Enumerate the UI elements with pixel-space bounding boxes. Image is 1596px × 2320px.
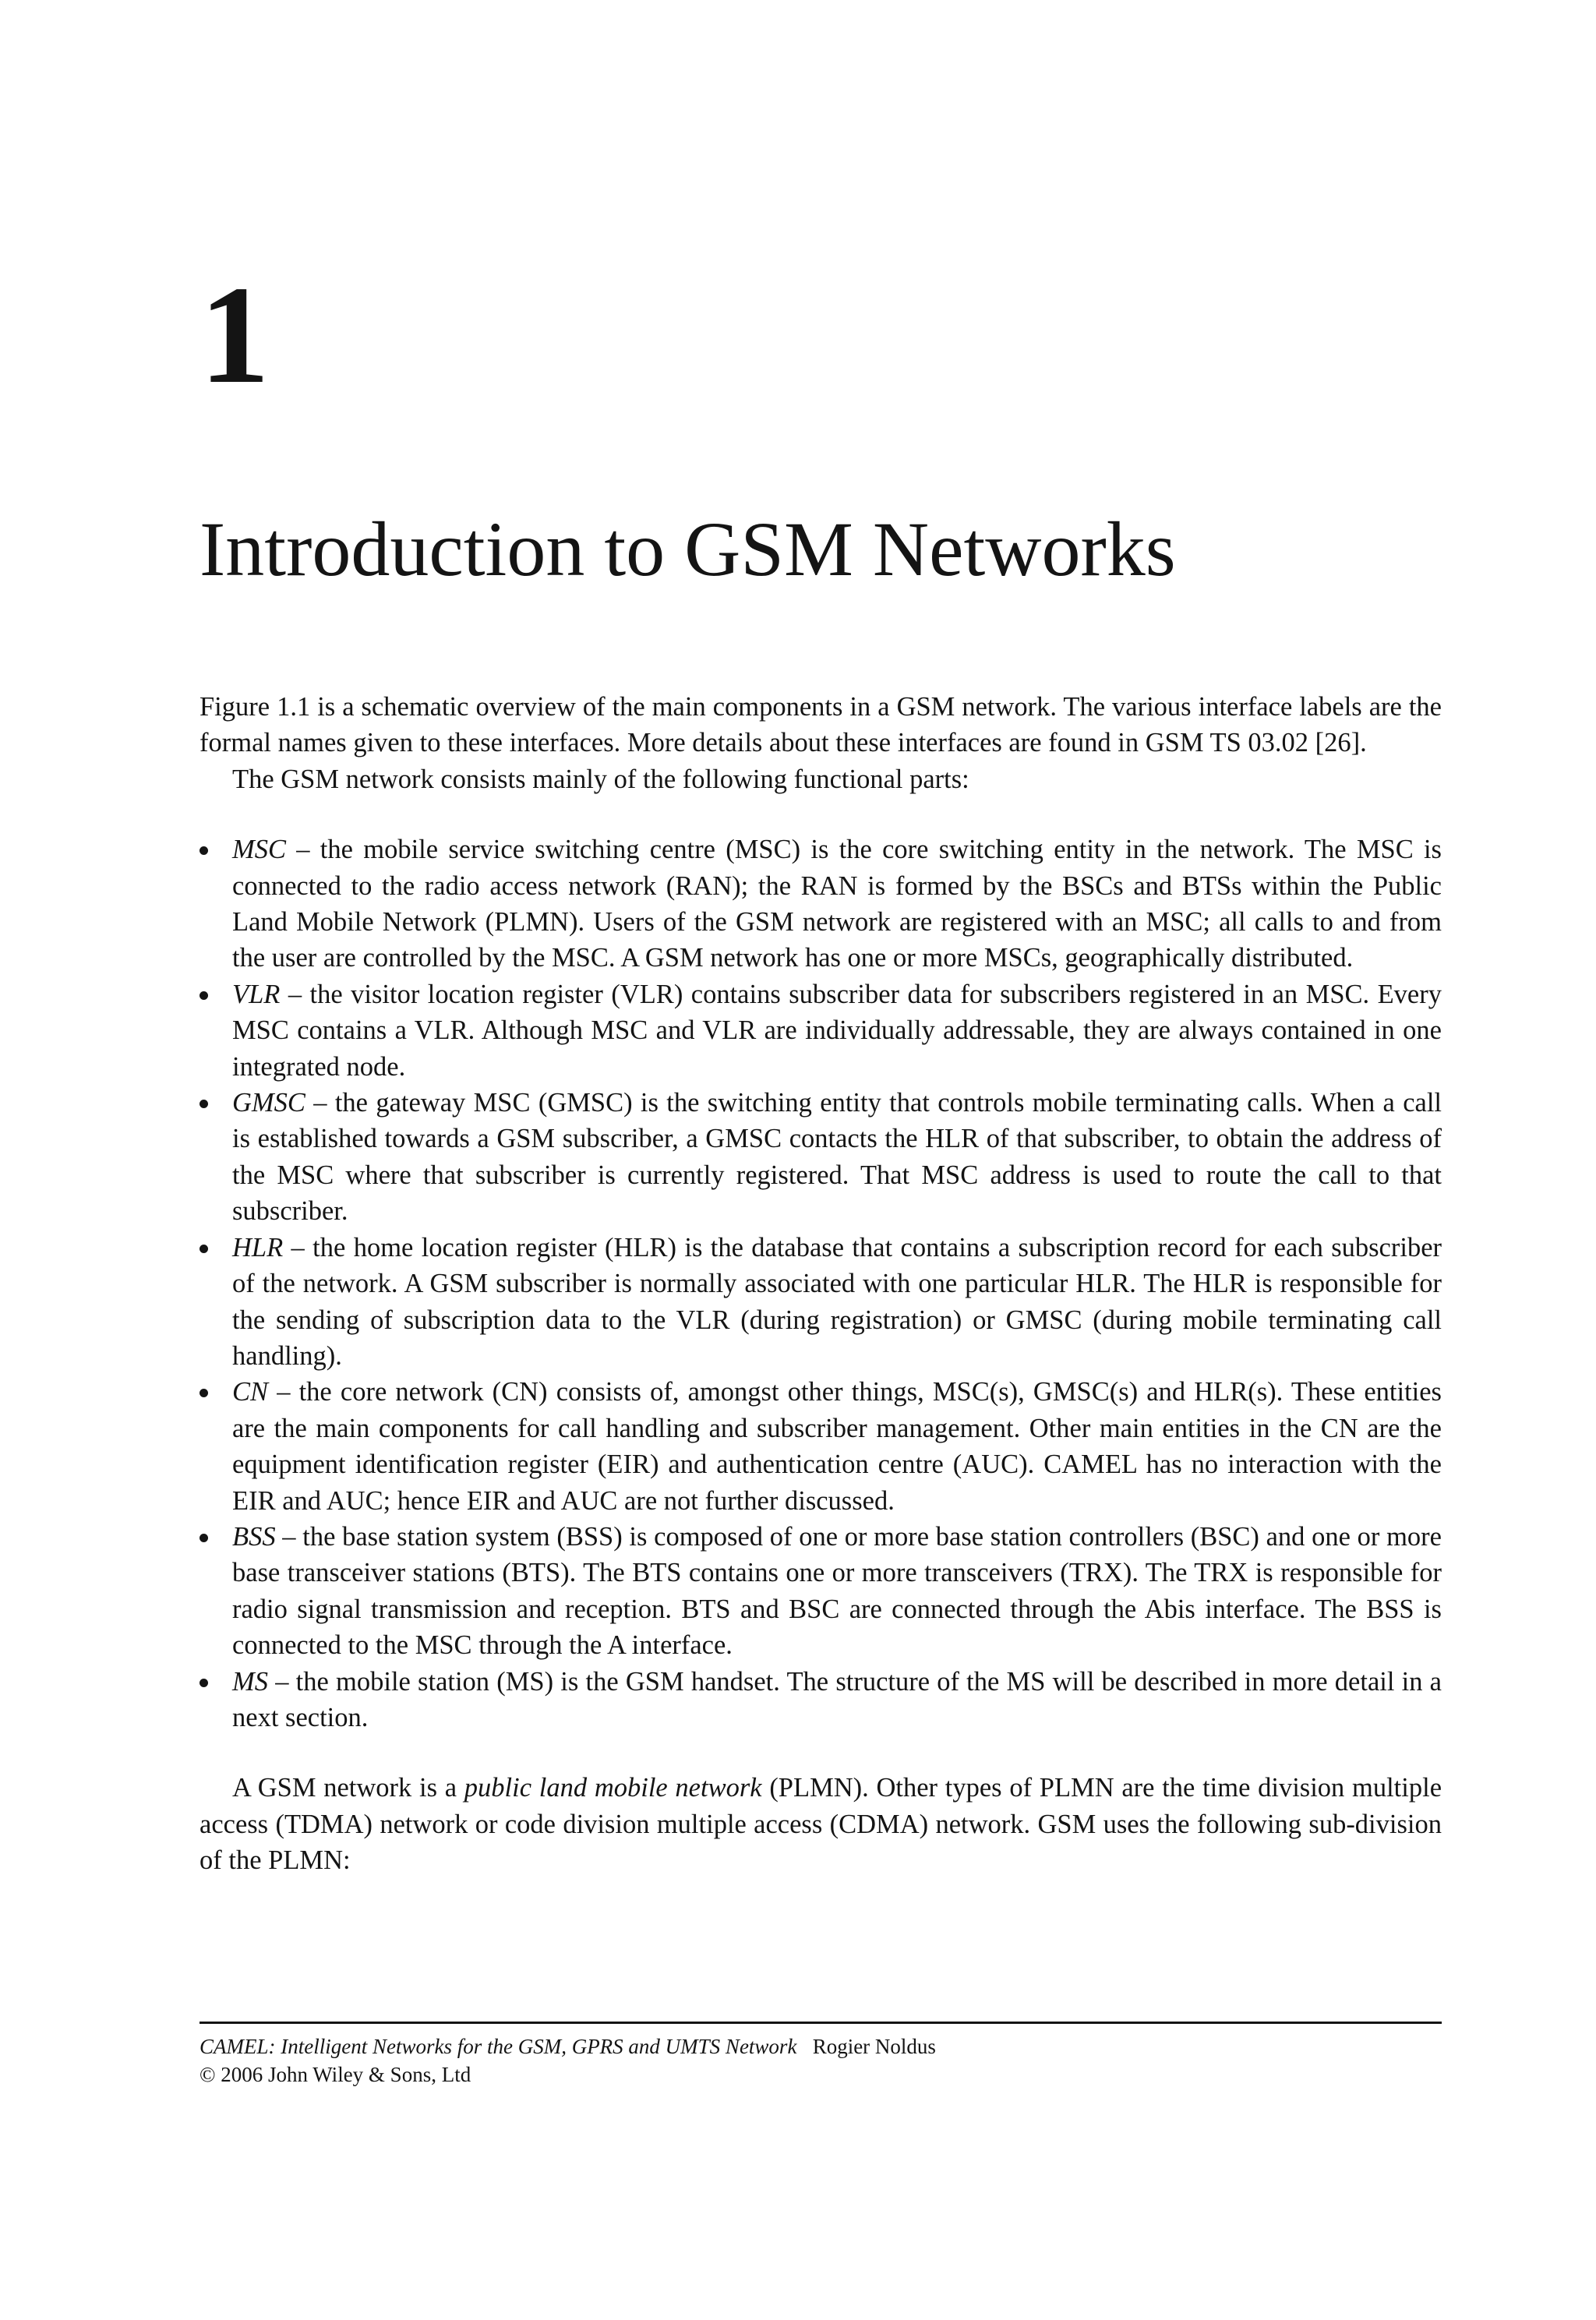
list-item-term: HLR <box>232 1232 284 1262</box>
list-item-cn <box>200 1374 1442 1519</box>
list-item-ms <box>200 1664 1442 1736</box>
list-item-term: MSC <box>232 835 286 865</box>
list-item-vlr <box>200 976 1442 1085</box>
closing-paragraph <box>200 1770 1442 1878</box>
list-item-hlr <box>200 1230 1442 1375</box>
bullet-icon <box>200 1679 208 1687</box>
bullet-icon <box>200 1534 208 1542</box>
closing-text-before: A GSM network is a <box>232 1773 464 1803</box>
book-title: CAMEL: Intelligent Networks for the GSM, GPRS and UMTS Network <box>200 2035 797 2058</box>
intro-lead-paragraph: The GSM network consists mainly of the following functional parts: <box>232 764 969 794</box>
bullet-icon <box>200 1100 208 1108</box>
chapter-title: Introduction to GSM Networks <box>200 506 1176 592</box>
list-item-text: – the home location register (HLR) is the database that contains a subscription record for each subscriber of the network. A GSM subscriber is normally associated with one particular HLR. The HLR is responsible for the sending of subscription data to the VLR (during registration) or GMSC (during mobile terminating call handling). <box>232 1232 1442 1371</box>
list-item-term: BSS <box>232 1521 276 1552</box>
list-item-text: – the base station system (BSS) is composed of one or more base station controllers (BSC) and one or more base transceiver stations (BTS). The BTS contains one or more transceivers (TRX). The TRX is responsible for radio signal transmission and reception. BTS and BSC are connected through the Abis interface. The BSS is connected to the MSC through the A interface. <box>232 1521 1442 1661</box>
footer <box>200 2032 1442 2089</box>
list-item-term: MS <box>232 1666 268 1697</box>
footer-citation <box>200 2032 1442 2060</box>
bullet-icon <box>200 846 208 855</box>
functional-parts-list <box>200 832 1442 1736</box>
bullet-icon <box>200 1245 208 1253</box>
copyright-notice: © 2006 John Wiley & Sons, Ltd <box>200 2063 471 2086</box>
intro-paragraph: Figure 1.1 is a schematic overview of the main components in a GSM network. The various interface labels are the formal names given to these interfaces. More details about these interfaces are found in GSM TS 03.02 [26]. <box>200 692 1442 758</box>
list-item-gmsc <box>200 1085 1442 1230</box>
bullet-icon <box>200 1389 208 1397</box>
closing-emphasis: public land mobile network <box>464 1773 762 1803</box>
list-item-text: – the visitor location register (VLR) contains subscriber data for subscribers registered in an MSC. Every MSC contains a VLR. Although MSC and VLR are individually addressable, they are always contained in one integrated node. <box>232 979 1442 1082</box>
bullet-icon <box>200 991 208 1000</box>
closing-text-after: (PLMN). Other types of PLMN are the time division multiple access (TDMA) network or code division multiple access (CDMA) network. GSM uses the following sub-division of the PLMN: <box>200 1773 1442 1876</box>
list-item-text: – the gateway MSC (GMSC) is the switching entity that controls mobile terminating calls. When a call is established towards a GSM subscriber, a GMSC contacts the HLR of that subscriber, to obtain the address of the MSC where that subscriber is currently registered. That MSC address is used to route the call to that subscriber. <box>232 1088 1442 1227</box>
list-item-text: – the mobile service switching centre (MSC) is the core switching entity in the network. The MSC is connected to the radio access network (RAN); the RAN is formed by the BSCs and BTSs within the Public Land Mobile Network (PLMN). Users of the GSM network are registered with an MSC; all calls to and from the user are controlled by the MSC. A GSM network has one or more MSCs, geographically distributed. <box>232 835 1442 973</box>
list-item-term: CN <box>232 1377 269 1407</box>
footer-divider <box>200 2022 1442 2024</box>
body-text <box>200 689 1442 1879</box>
book-author: Rogier Noldus <box>812 2035 936 2058</box>
list-item-bss <box>200 1519 1442 1664</box>
list-item-text: – the core network (CN) consists of, amongst other things, MSC(s), GMSC(s) and HLR(s). These entities are the main components for call handling and subscriber management. Other main entities in the CN are the equipment identification register (EIR) and authentication centre (AUC). CAMEL has no interaction with the EIR and AUC; hence EIR and AUC are not further discussed. <box>232 1377 1442 1516</box>
list-item-term: VLR <box>232 979 281 1009</box>
chapter-number: 1 <box>200 257 270 412</box>
list-item-term: GMSC <box>232 1088 305 1118</box>
list-item-text: – the mobile station (MS) is the GSM handset. The structure of the MS will be described in more detail in a next section. <box>232 1666 1442 1732</box>
list-item-msc <box>200 832 1442 976</box>
